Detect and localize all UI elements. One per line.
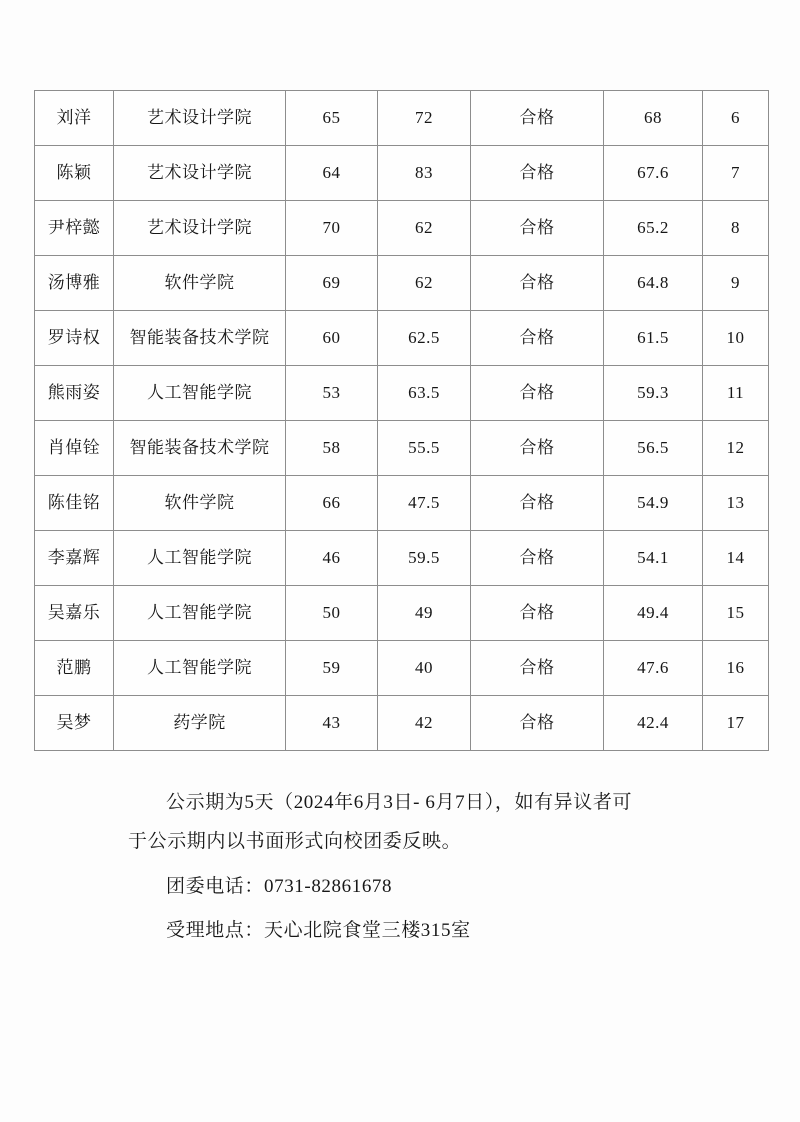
table-row (35, 696, 769, 751)
cell-rank: 7 (703, 146, 769, 201)
cell-score1: 65 (286, 91, 378, 146)
cell-name: 范鹏 (35, 641, 114, 696)
cell-rank: 6 (703, 91, 769, 146)
cell-score1: 64 (286, 146, 378, 201)
cell-name: 汤博雅 (35, 256, 114, 311)
cell-score1: 59 (286, 641, 378, 696)
cell-score1: 70 (286, 201, 378, 256)
cell-name: 陈颖 (35, 146, 114, 201)
cell-name: 吴嘉乐 (35, 586, 114, 641)
cell-result: 合格 (471, 641, 604, 696)
cell-score2: 49 (378, 586, 471, 641)
notice-block (128, 788, 728, 959)
cell-total: 59.3 (604, 366, 703, 421)
cell-score2: 55.5 (378, 421, 471, 476)
cell-name: 肖倬铨 (35, 421, 114, 476)
cell-result: 合格 (471, 91, 604, 146)
cell-result: 合格 (471, 421, 604, 476)
cell-total: 47.6 (604, 641, 703, 696)
results-table-body (35, 91, 769, 751)
cell-rank: 9 (703, 256, 769, 311)
cell-name: 熊雨姿 (35, 366, 114, 421)
table-row (35, 531, 769, 586)
cell-score1: 58 (286, 421, 378, 476)
cell-name: 李嘉辉 (35, 531, 114, 586)
cell-rank: 14 (703, 531, 769, 586)
notice-phone: 团委电话：0731-82861678 (166, 875, 393, 897)
results-table-container (34, 90, 768, 751)
cell-total: 56.5 (604, 421, 703, 476)
cell-score1: 66 (286, 476, 378, 531)
cell-college: 人工智能学院 (114, 586, 286, 641)
cell-total: 54.1 (604, 531, 703, 586)
cell-result: 合格 (471, 531, 604, 586)
cell-score2: 72 (378, 91, 471, 146)
cell-rank: 16 (703, 641, 769, 696)
notice-line-2: 于公示期内以书面形式向校团委反映。 (128, 830, 462, 852)
cell-score2: 62 (378, 256, 471, 311)
cell-result: 合格 (471, 586, 604, 641)
cell-score1: 53 (286, 366, 378, 421)
table-row (35, 91, 769, 146)
cell-college: 艺术设计学院 (114, 91, 286, 146)
cell-result: 合格 (471, 201, 604, 256)
cell-college: 艺术设计学院 (114, 201, 286, 256)
notice-address: 受理地点：天心北院食堂三楼315室 (166, 920, 471, 942)
table-row (35, 311, 769, 366)
cell-total: 61.5 (604, 311, 703, 366)
cell-result: 合格 (471, 476, 604, 531)
cell-rank: 8 (703, 201, 769, 256)
cell-college: 药学院 (114, 696, 286, 751)
cell-rank: 15 (703, 586, 769, 641)
cell-score1: 46 (286, 531, 378, 586)
cell-college: 软件学院 (114, 476, 286, 531)
cell-college: 人工智能学院 (114, 366, 286, 421)
cell-result: 合格 (471, 146, 604, 201)
cell-total: 54.9 (604, 476, 703, 531)
cell-score2: 40 (378, 641, 471, 696)
cell-score1: 69 (286, 256, 378, 311)
table-row (35, 476, 769, 531)
cell-rank: 10 (703, 311, 769, 366)
cell-result: 合格 (471, 256, 604, 311)
table-row (35, 256, 769, 311)
cell-total: 64.8 (604, 256, 703, 311)
cell-total: 49.4 (604, 586, 703, 641)
cell-result: 合格 (471, 696, 604, 751)
cell-rank: 11 (703, 366, 769, 421)
cell-score1: 50 (286, 586, 378, 641)
cell-name: 罗诗权 (35, 311, 114, 366)
cell-college: 人工智能学院 (114, 641, 286, 696)
table-row (35, 146, 769, 201)
cell-name: 尹梓懿 (35, 201, 114, 256)
cell-score2: 47.5 (378, 476, 471, 531)
cell-rank: 17 (703, 696, 769, 751)
cell-score2: 62 (378, 201, 471, 256)
cell-total: 67.6 (604, 146, 703, 201)
cell-college: 人工智能学院 (114, 531, 286, 586)
cell-total: 65.2 (604, 201, 703, 256)
cell-result: 合格 (471, 311, 604, 366)
cell-college: 智能装备技术学院 (114, 311, 286, 366)
cell-name: 陈佳铭 (35, 476, 114, 531)
table-row (35, 201, 769, 256)
cell-name: 吴梦 (35, 696, 114, 751)
table-row (35, 421, 769, 476)
cell-college: 软件学院 (114, 256, 286, 311)
cell-rank: 13 (703, 476, 769, 531)
cell-total: 42.4 (604, 696, 703, 751)
cell-college: 艺术设计学院 (114, 146, 286, 201)
cell-score2: 59.5 (378, 531, 471, 586)
results-table (34, 90, 769, 751)
cell-rank: 12 (703, 421, 769, 476)
cell-result: 合格 (471, 366, 604, 421)
cell-score2: 63.5 (378, 366, 471, 421)
cell-score1: 60 (286, 311, 378, 366)
cell-score1: 43 (286, 696, 378, 751)
table-row (35, 641, 769, 696)
cell-score2: 42 (378, 696, 471, 751)
cell-score2: 83 (378, 146, 471, 201)
cell-college: 智能装备技术学院 (114, 421, 286, 476)
table-row (35, 586, 769, 641)
notice-line-1: 公示期为5天（2024年6月3日- 6月7日），如有异议者可 (166, 792, 633, 813)
cell-score2: 62.5 (378, 311, 471, 366)
cell-total: 68 (604, 91, 703, 146)
table-row (35, 366, 769, 421)
cell-name: 刘洋 (35, 91, 114, 146)
